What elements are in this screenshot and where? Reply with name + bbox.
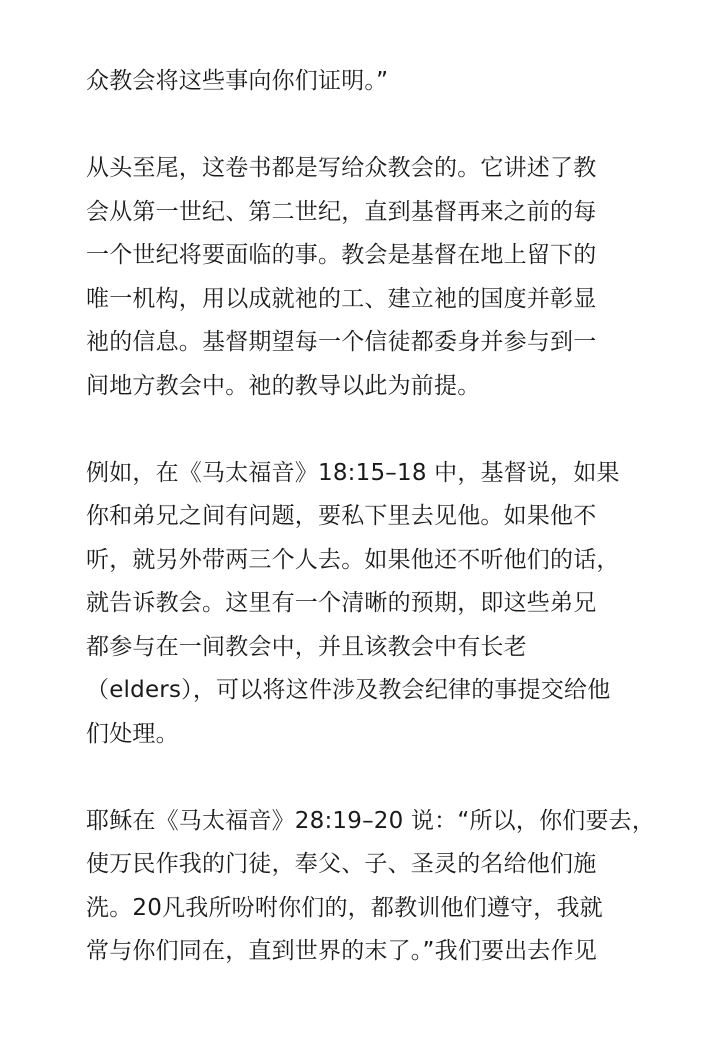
text-line: 都参与在一间教会中，并且该教会中有长老 (86, 633, 527, 660)
text-line: 耶稣在《马太福音》28:19–20 说：“所以，你们要去， (86, 807, 656, 834)
paragraph-1 (86, 60, 646, 104)
text-line: 使万民作我的门徒，奉父、子、圣灵的名给他们施 (86, 851, 597, 877)
text-line: 就告诉教会。这里有一个清晰的预期，即这些弟兄 (86, 590, 597, 616)
text-line: 唯一机构，用以成就祂的工、建立祂的国度并彰显 (86, 285, 597, 312)
text-line: 祂的信息。基督期望每一个信徒都委身并参与到一 (86, 329, 597, 355)
text-line: 众教会将这些事向你们证明。” (86, 68, 389, 94)
paragraph-3 (86, 452, 646, 757)
text-line: （elders），可以将这件涉及教会纪律的事提交给他 (86, 677, 611, 703)
paragraph-4 (86, 800, 656, 974)
paragraph-spacer (86, 104, 646, 148)
paragraph-spacer (86, 756, 646, 800)
document-page (86, 60, 656, 974)
text-line: 从头至尾，这卷书都是写给众教会的。它讲述了教 (86, 155, 597, 181)
text-line: 例如，在《马太福音》18:15–18 中，基督说，如果 (86, 459, 620, 486)
paragraph-2 (86, 147, 646, 408)
text-line: 会从第一世纪、第二世纪，直到基督再来之前的每 (86, 198, 597, 225)
text-line: 洗。20凡我所吩咐你们的，都教训他们遵守，我就 (86, 894, 603, 921)
text-line: 你和弟兄之间有问题，要私下里去见他。如果他不 (86, 503, 597, 529)
text-line: 间地方教会中。祂的教导以此为前提。 (86, 372, 481, 399)
paragraph-spacer (86, 408, 646, 452)
text-line: 听，就另外带两三个人去。如果他还不听他们的话， (86, 546, 620, 573)
text-line: 常与你们同在，直到世界的末了。”我们要出去作见 (86, 938, 598, 964)
text-line: 们处理。 (86, 720, 179, 747)
text-line: 一个世纪将要面临的事。教会是基督在地上留下的 (86, 242, 597, 268)
